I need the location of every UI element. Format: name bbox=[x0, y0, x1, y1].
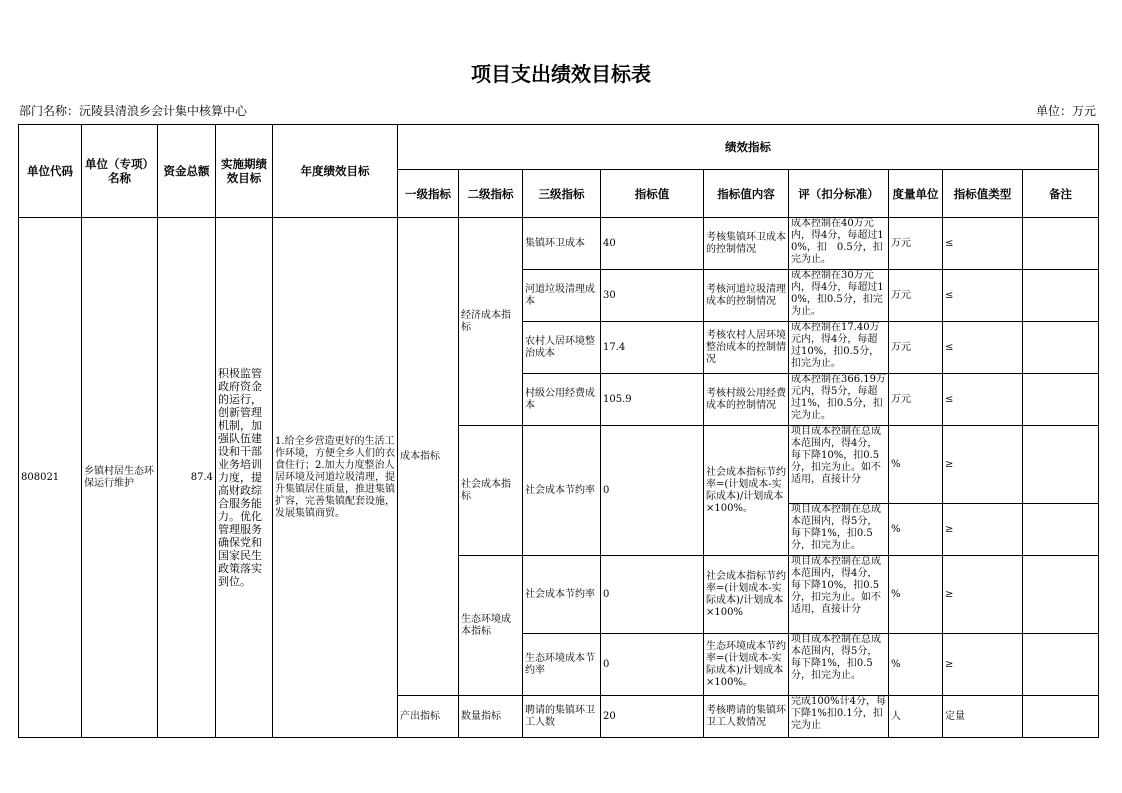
level2-social-cell: 社会成本指标 bbox=[459, 426, 523, 556]
measure-unit-cell: 万元 bbox=[889, 270, 943, 322]
scoring-cell: 成本控制在30万元内，得4分，每超过10%，扣0.5分，扣完为止。 bbox=[789, 270, 889, 322]
measure-unit-cell: 万元 bbox=[889, 374, 943, 426]
value-content-cell: 考核河道垃圾清理成本的控制情况 bbox=[704, 270, 789, 322]
header-remark: 备注 bbox=[1023, 170, 1099, 218]
total-funds-cell: 87.4 bbox=[158, 218, 216, 738]
value-cell: 0 bbox=[601, 426, 704, 556]
header-annual-goal: 年度绩效目标 bbox=[273, 125, 398, 218]
value-content-cell: 社会成本指标节约率=(计划成本-实际成本)/计划成本×100%。 bbox=[704, 426, 789, 556]
level3-cell: 村级公用经费成本 bbox=[523, 374, 601, 426]
level3-cell: 社会成本节约率 bbox=[523, 556, 601, 634]
remark-cell bbox=[1023, 504, 1099, 556]
header-perf-indicators: 绩效指标 bbox=[398, 125, 1099, 170]
header-value-type: 指标值类型 bbox=[943, 170, 1023, 218]
scoring-cell: 项目成本控制在总成本范围内，得5分，每下降1%，扣0.5分，扣完为止。 bbox=[789, 634, 889, 696]
measure-unit-cell: 人 bbox=[889, 696, 943, 738]
performance-target-table bbox=[18, 124, 1099, 738]
level1-output-cell: 产出指标 bbox=[398, 696, 459, 738]
value-type-cell: ≥ bbox=[943, 634, 1023, 696]
value-type-cell: ≥ bbox=[943, 426, 1023, 504]
measure-unit-cell: 万元 bbox=[889, 218, 943, 270]
header-value-content: 指标值内容 bbox=[704, 170, 789, 218]
level3-cell: 河道垃圾清理成本 bbox=[523, 270, 601, 322]
header-level3: 三级指标 bbox=[523, 170, 601, 218]
remark-cell bbox=[1023, 634, 1099, 696]
department-name: 部门名称：沅陵县清浪乡会计集中核算中心 bbox=[19, 104, 248, 118]
remark-cell bbox=[1023, 322, 1099, 374]
value-content-cell: 考核聘请的集镇环卫工人数情况 bbox=[704, 696, 789, 738]
scoring-cell: 项目成本控制在总成本范围内，得5分，每下降1%，扣0.5分，扣完为止。 bbox=[789, 504, 889, 556]
header-unit-code: 单位代码 bbox=[19, 125, 82, 218]
value-type-cell: ≤ bbox=[943, 374, 1023, 426]
remark-cell bbox=[1023, 270, 1099, 322]
value-type-cell: ≤ bbox=[943, 218, 1023, 270]
header-scoring: 评（扣分标准） bbox=[789, 170, 889, 218]
header-value: 指标值 bbox=[601, 170, 704, 218]
value-cell: 40 bbox=[601, 218, 704, 270]
value-cell: 105.9 bbox=[601, 374, 704, 426]
level2-quantity-cell: 数量指标 bbox=[459, 696, 523, 738]
value-content-cell: 生态环境成本节约率=(计划成本-实际成本)/计划成本×100%。 bbox=[704, 634, 789, 696]
table-row bbox=[19, 218, 1099, 270]
level3-cell: 集镇环卫成本 bbox=[523, 218, 601, 270]
scoring-cell: 项目成本控制在总成本范围内，得4分，每下降10%，扣0.5分，扣完为止。如不适用，直接计分 bbox=[789, 556, 889, 634]
header-row-1 bbox=[19, 125, 1099, 170]
annual-goal-cell: 1.给全乡营造更好的生活工作环境，方便全乡人们的衣食住行；2.加大力度整治人居环境及河道垃圾清理，提升集镇居住质量，推进集镇扩容，完善集镇配套设施，发展集镇商贸。 bbox=[273, 218, 398, 738]
header-level1: 一级指标 bbox=[398, 170, 459, 218]
level3-cell: 生态环境成本节约率 bbox=[523, 634, 601, 696]
value-type-cell: ≥ bbox=[943, 504, 1023, 556]
value-type-cell: ≥ bbox=[943, 556, 1023, 634]
impl-goal-cell: 积极监管政府资金的运行，创新管理机制，加强队伍建设和干部业务培训力度，提高财政综合服务能力。优化管理服务确保党和国家民生政策落实到位。 bbox=[216, 218, 273, 738]
measure-unit-cell: % bbox=[889, 426, 943, 504]
value-type-cell: ≤ bbox=[943, 322, 1023, 374]
measure-unit-cell: % bbox=[889, 556, 943, 634]
value-cell: 0 bbox=[601, 634, 704, 696]
level3-cell: 社会成本节约率 bbox=[523, 426, 601, 556]
remark-cell bbox=[1023, 426, 1099, 504]
value-content-cell: 考核农村人居环境整治成本的控制情况 bbox=[704, 322, 789, 374]
level3-cell: 聘请的集镇环卫工人数 bbox=[523, 696, 601, 738]
unit-code-cell: 808021 bbox=[19, 218, 82, 738]
header-unit-name: 单位（专项）名称 bbox=[82, 125, 158, 218]
value-cell: 20 bbox=[601, 696, 704, 738]
measure-unit-cell: 万元 bbox=[889, 322, 943, 374]
level1-cost-cell: 成本指标 bbox=[398, 218, 459, 696]
value-content-cell: 社会成本指标节约率=(计划成本-实际成本)/计划成本×100% bbox=[704, 556, 789, 634]
header-impl-goal: 实施期绩效目标 bbox=[216, 125, 273, 218]
scoring-cell: 成本控制在366.19万元内，得5分，每超过1%，扣0.5分，扣完为止。 bbox=[789, 374, 889, 426]
header-measure-unit: 度量单位 bbox=[889, 170, 943, 218]
value-cell: 0 bbox=[601, 556, 704, 634]
header-total-funds: 资金总额 bbox=[158, 125, 216, 218]
measure-unit-cell: % bbox=[889, 634, 943, 696]
value-content-cell: 考核村级公用经费成本的控制情况 bbox=[704, 374, 789, 426]
remark-cell bbox=[1023, 218, 1099, 270]
currency-unit: 单位：万元 bbox=[1035, 104, 1096, 118]
remark-cell bbox=[1023, 696, 1099, 738]
scoring-cell: 完成100%计4分，每下降1%扣0.1分，扣完为止 bbox=[789, 696, 889, 738]
value-type-cell: 定量 bbox=[943, 696, 1023, 738]
level2-economic-cell: 经济成本指标 bbox=[459, 218, 523, 426]
remark-cell bbox=[1023, 556, 1099, 634]
value-cell: 30 bbox=[601, 270, 704, 322]
unit-name-cell: 乡镇村居生态环保运行维护 bbox=[82, 218, 158, 738]
level2-eco-cell: 生态环境成本指标 bbox=[459, 556, 523, 696]
value-type-cell: ≤ bbox=[943, 270, 1023, 322]
page-title: 项目支出绩效目标表 bbox=[471, 62, 651, 86]
value-cell: 17.4 bbox=[601, 322, 704, 374]
scoring-cell: 成本控制在40万元内，得4分，每超过10%，扣 0.5分，扣完为止。 bbox=[789, 218, 889, 270]
header-level2: 二级指标 bbox=[459, 170, 523, 218]
value-content-cell: 考核集镇环卫成本的控制情况 bbox=[704, 218, 789, 270]
level3-cell: 农村人居环境整治成本 bbox=[523, 322, 601, 374]
scoring-cell: 项目成本控制在总成本范围内，得4分，每下降10%，扣0.5分，扣完为止。如不适用，直接计分 bbox=[789, 426, 889, 504]
scoring-cell: 成本控制在17.40万元内，得4分，每超过10%，扣0.5分，扣完为止。 bbox=[789, 322, 889, 374]
remark-cell bbox=[1023, 374, 1099, 426]
measure-unit-cell: % bbox=[889, 504, 943, 556]
